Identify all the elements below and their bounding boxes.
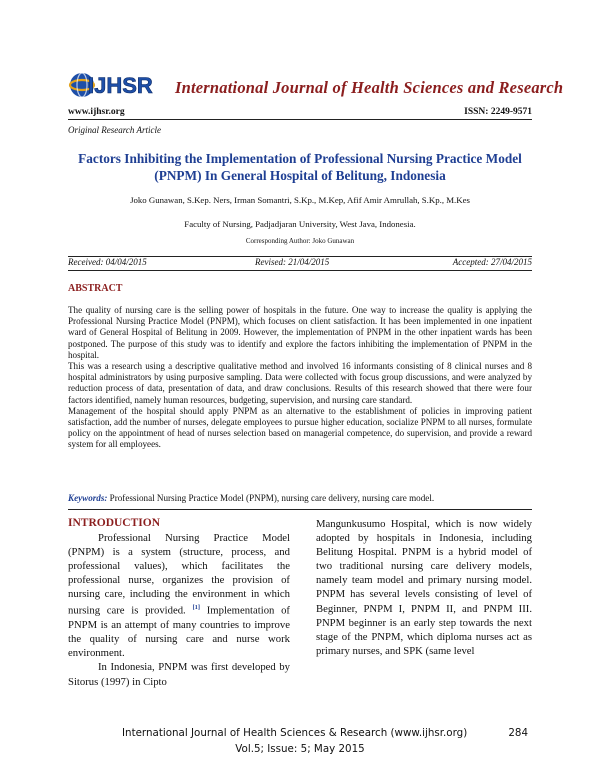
article-dates	[68, 257, 532, 269]
footer-issue: Vol.5; Issue: 5; May 2015	[235, 743, 365, 755]
date-revised: Revised: 21/04/2015	[255, 257, 330, 267]
right-column	[316, 517, 532, 658]
corresponding-author: Corresponding Author: Joko Gunawan	[245, 237, 355, 245]
article-type: Original Research Article	[68, 125, 161, 135]
date-received: Received: 04/04/2015	[68, 257, 147, 267]
abstract-paragraph: The quality of nursing care is the selling power of hospitals in the future. One way to increase the quality is applying the Professional Nursing Practice Model (PNPM), which focuses on client satisfaction. It has been implemented in one inpatient ward of General Hospital of Belitung in 2009. However, the implementation of PNPM in the other inpatient wards has been postponed. The purpose of this study was to identify and explore the factors inhibiting the implementation of PNPM in the hospital.	[68, 305, 532, 360]
journal-title: International Journal of Health Sciences and Research	[175, 78, 564, 97]
abstract-paragraph: Management of the hospital should apply PNPM as an alternative to the establishment of policies in improving patient satisfaction, add the number of nurses, delegate employees to pursue higher education, socialize PNPM to all nurses, formulate policy on the appointment of head of nurses selection based on managerial competence, do supervision, and provide a reward system for all employees.	[68, 405, 532, 450]
keywords-text: Professional Nursing Practice Model (PNPM), nursing care delivery, nursing care model.	[107, 493, 435, 503]
page-number: 284	[508, 727, 528, 739]
introduction-heading: INTRODUCTION	[68, 517, 161, 529]
keywords	[68, 493, 532, 504]
journal-logo	[68, 68, 174, 102]
citation-link[interactable]: [1]	[192, 604, 201, 612]
footer-journal: International Journal of Health Sciences & Research (www.ijhsr.org)	[122, 727, 468, 739]
intro-paragraph: Mangunkusumo Hospital, which is now widely adopted by hospitals in Indonesia, including Belitung Hospital. PNPM is a hybrid model of two traditional nursing care delivery models, namely team model and primary nursing model. PNPM has several levels consisting of level of Beginner, PNPM I, PNPM II, and PNPM III. PNPM beginner is an early step towards the next stage of the PNPM, which diploma nurses act as primary nurses, and SPK (same level	[316, 518, 532, 657]
article-title: Factors Inhibiting the Implementation of Professional Nursing Practice Model (PNPM) In General Hospital of Belitung, Indonesia	[78, 151, 522, 183]
article-authors: Joko Gunawan, S.Kep. Ners, Irman Somantri, S.Kp., M.Kep, Afif Amir Amrullah, S.Kp., M.Kes	[130, 195, 470, 205]
abstract-body	[68, 305, 532, 451]
abstract-heading: ABSTRACT	[68, 283, 123, 294]
header-divider	[68, 119, 532, 120]
keywords-divider	[68, 509, 532, 510]
intro-text: Professional Nursing Practice Model (PNPM) is a system (structure, process, and professional values), which facilitates the professional nurse, organizes the provision of nursing care, including the environment in which nursing care is provided.	[68, 532, 290, 618]
journal-issn: ISSN: 2249-9571	[464, 107, 532, 117]
left-column	[68, 531, 290, 689]
logo-wordmark: IJHSR	[88, 73, 153, 98]
article-affiliation: Faculty of Nursing, Padjadjaran University, West Java, Indonesia.	[184, 219, 416, 229]
intro-paragraph: In Indonesia, PNPM was first developed by Sitorus (1997) in Cipto	[68, 661, 290, 688]
journal-header	[68, 68, 564, 102]
intro-paragraph	[68, 531, 290, 660]
date-accepted: Accepted: 27/04/2015	[452, 257, 532, 267]
abstract-paragraph: This was a research using a descriptive qualitative method and involved 16 informants consisting of 8 clinical nurses and 8 hospital administrators by using purposive sampling. Data were collected with focus group discussions, and were analyzed by reduction process of data, presentation of data, and draw conclusions. Results of this research showed that there were four factors identified, namely human resources, budgeting, supervision, and nursing care standard.	[68, 361, 532, 405]
keywords-label: Keywords:	[68, 493, 108, 503]
journal-website[interactable]: www.ijhsr.org	[68, 107, 125, 117]
dates-divider-bottom	[68, 270, 532, 271]
intro-text: Implementation of PNPM is an attempt of many countries to improve the quality of nursing care and nurse work environment.	[68, 605, 290, 660]
